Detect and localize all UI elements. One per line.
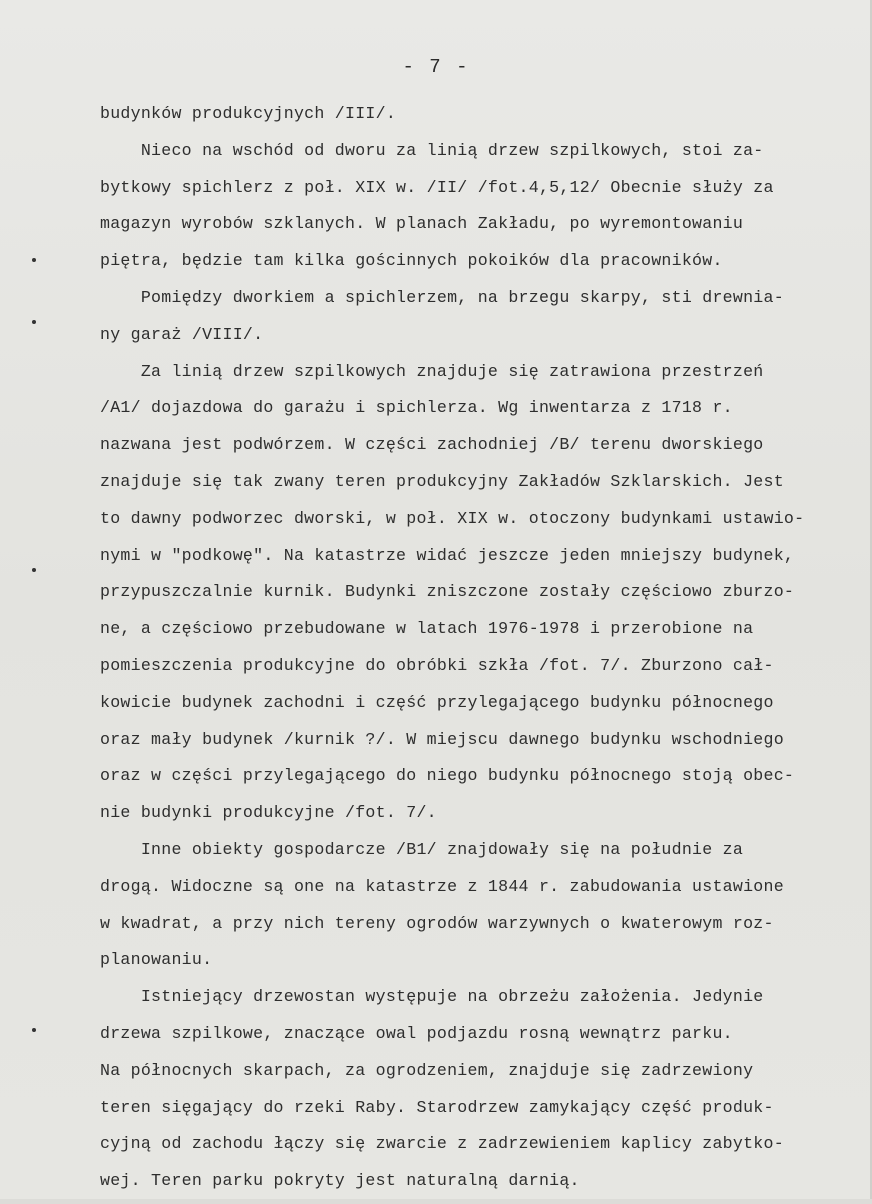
text-line: oraz mały budynek /kurnik ?/. W miejscu dawnego budynku wschodniego — [100, 729, 784, 749]
text-line: wej. Teren parku pokryty jest naturalną darnią. — [100, 1171, 580, 1191]
margin-mark — [32, 568, 36, 572]
text-line: piętra, będzie tam kilka gościnnych pokoików dla pracowników. — [100, 251, 723, 271]
text-line: oraz w części przylegającego do niego budynku północnego stoją obec- — [100, 766, 795, 786]
text-line: bytkowy spichlerz z poł. XIX w. /II/ /fot.4,5,12/ Obecnie służy za — [100, 177, 774, 197]
text-line: Na północnych skarpach, za ogrodzeniem, znajduje się zadrzewiony — [100, 1060, 754, 1080]
text-line: ne, a częściowo przebudowane w latach 1976-1978 i przerobione na — [100, 619, 754, 639]
margin-mark — [32, 320, 36, 324]
page-number: - 7 - — [402, 56, 470, 78]
text-line: Istniejący drzewostan występuje na obrzeżu założenia. Jedynie — [100, 987, 764, 1007]
text-line: nymi w "podkowę". Na katastrze widać jeszcze jeden mniejszy budynek, — [100, 545, 795, 565]
text-line: cyjną od zachodu łączy się zwarcie z zadrzewieniem kaplicy zabytko- — [100, 1134, 784, 1154]
text-line: nazwana jest podwórzem. W części zachodniej /B/ terenu dworskiego — [100, 435, 764, 455]
margin-mark — [32, 258, 36, 262]
text-line: Nieco na wschód od dworu za linią drzew szpilkowych, stoi za- — [100, 140, 764, 160]
text-line: ny garaż /VIII/. — [100, 324, 264, 344]
text-line: Pomiędzy dworkiem a spichlerzem, na brzegu skarpy, sti drewnia- — [100, 287, 784, 307]
text-line: Inne obiekty gospodarcze /B1/ znajdowały się na południe za — [100, 839, 744, 859]
text-line: w kwadrat, a przy nich tereny ogrodów warzywnych o kwaterowym roz- — [100, 913, 774, 933]
text-line: nie budynki produkcyjne /fot. 7/. — [100, 803, 437, 823]
text-line: to dawny podworzec dworski, w poł. XIX w. otoczony budynkami ustawio- — [100, 508, 805, 528]
text-line: budynków produkcyjnych /III/. — [100, 104, 397, 123]
text-line: planowaniu. — [100, 950, 213, 970]
text-line: /A1/ dojazdowa do garażu i spichlerza. Wg inwentarza z 1718 r. — [100, 398, 733, 418]
text-line: Za linią drzew szpilkowych znajduje się zatrawiona przestrzeń — [100, 361, 764, 381]
margin-mark — [32, 1028, 36, 1032]
text-line: drzewa szpilkowe, znaczące owal podjazdu rosną wewnątrz parku. — [100, 1023, 733, 1043]
text-line: drogą. Widoczne są one na katastrze z 1844 r. zabudowania ustawione — [100, 876, 784, 896]
text-line: pomieszczenia produkcyjne do obróbki szkła /fot. 7/. Zburzono cał- — [100, 655, 774, 675]
text-line: kowicie budynek zachodni i część przylegającego budynku północnego — [100, 692, 774, 712]
text-line: przypuszczalnie kurnik. Budynki zniszczone zostały częściowo zburzo- — [100, 582, 795, 602]
body-text — [100, 100, 845, 1204]
text-line: znajduje się tak zwany teren produkcyjny Zakładów Szklarskich. Jest — [100, 471, 784, 491]
text-line: teren sięgający do rzeki Raby. Starodrzew zamykający część produk- — [100, 1097, 774, 1117]
text-line: magazyn wyrobów szklanych. W planach Zakładu, po wyremontowaniu — [100, 214, 744, 234]
